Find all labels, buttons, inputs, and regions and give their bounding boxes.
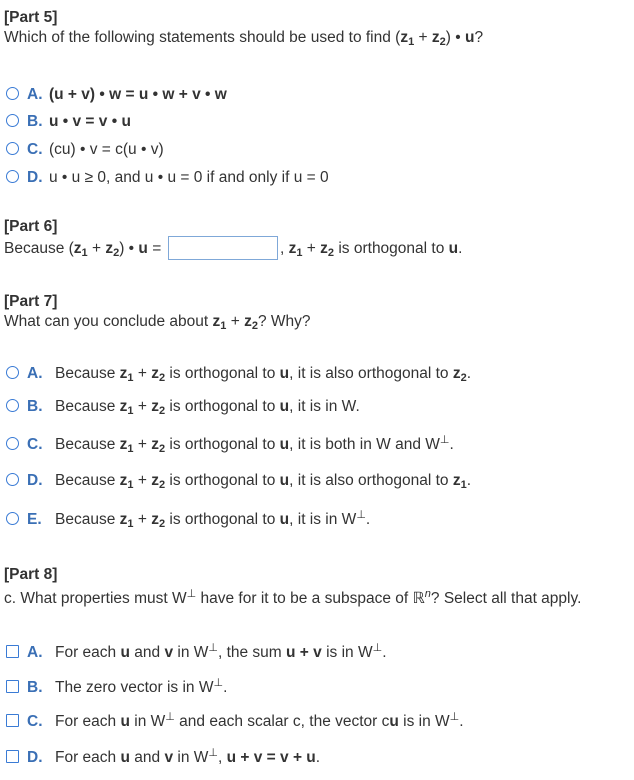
option-text: (u + v) • w = u • w + v • w: [49, 86, 227, 103]
option-text: (cu) • v = c(u • v): [49, 141, 164, 158]
option-text: u • v = v • u: [49, 113, 131, 130]
radio-button[interactable]: [6, 399, 19, 412]
part5-option-c[interactable]: C. (cu) • v = c(u • v): [6, 141, 164, 159]
radio-button[interactable]: [6, 114, 19, 127]
part7-option-e[interactable]: E. Because $z_1 + z_2$ is orthogonal to u, it is in W⊥.: [6, 511, 370, 529]
part8-option-a[interactable]: A. For each u and v in W⊥, the sum u + v is in W⊥.: [6, 644, 387, 662]
part6-heading: [Part 6]: [4, 218, 58, 235]
option-text: u • u ≥ 0, and u • u = 0 if and only if u = 0: [49, 169, 329, 186]
part8-heading: [Part 8]: [4, 566, 58, 583]
part5-option-d[interactable]: D. u • u ≥ 0, and u • u = 0 if and only if u = 0: [6, 169, 329, 187]
radio-button[interactable]: [6, 437, 19, 450]
part6-statement-start: Because $(z_1 + z_2)$ • u =: [4, 240, 162, 259]
part7-heading: [Part 7]: [4, 293, 58, 310]
radio-button[interactable]: [6, 473, 19, 486]
part6-answer-input[interactable]: [168, 236, 278, 260]
checkbox[interactable]: [6, 645, 19, 658]
checkbox[interactable]: [6, 750, 19, 763]
part8-option-c[interactable]: C. For each u in W⊥ and each scalar c, the vector cu is in W⊥.: [6, 713, 464, 731]
part7-option-c[interactable]: C. Because $z_1 + z_2$ is orthogonal to u, it is both in W and W⊥.: [6, 436, 454, 454]
radio-button[interactable]: [6, 142, 19, 155]
part7-option-a[interactable]: A. Because $z_1 + z_2$ is orthogonal to u, it is also orthogonal to $z_2$.: [6, 365, 471, 383]
part8-question: c. What properties must W⊥ have for it to be a subspace of ℝ$^n$? Select all that apply.: [4, 588, 582, 607]
checkbox[interactable]: [6, 680, 19, 693]
part8-option-d[interactable]: D. For each u and v in W⊥, u + v = v + u.: [6, 749, 320, 767]
part7-option-b[interactable]: B. Because $z_1 + z_2$ is orthogonal to u, it is in W.: [6, 398, 360, 416]
radio-button[interactable]: [6, 87, 19, 100]
radio-button[interactable]: [6, 170, 19, 183]
part7-option-d[interactable]: D. Because $z_1 + z_2$ is orthogonal to u, it is also orthogonal to $z_1$.: [6, 472, 471, 490]
part8-option-b[interactable]: B. The zero vector is in W⊥.: [6, 679, 227, 697]
part5-option-b[interactable]: B. u • v = v • u: [6, 113, 131, 131]
part5-heading: [Part 5]: [4, 9, 58, 26]
part7-question: What can you conclude about $z_1 + z_2$? Why?: [4, 313, 311, 332]
part6-statement-end: , $z_1 + z_2$ is orthogonal to u.: [280, 240, 463, 259]
checkbox[interactable]: [6, 714, 19, 727]
part5-question: Which of the following statements should be used to find $(z_1 + z_2)$ • u?: [4, 29, 484, 48]
radio-button[interactable]: [6, 366, 19, 379]
part5-option-a[interactable]: A. (u + v) • w = u • w + v • w: [6, 86, 227, 104]
radio-button[interactable]: [6, 512, 19, 525]
